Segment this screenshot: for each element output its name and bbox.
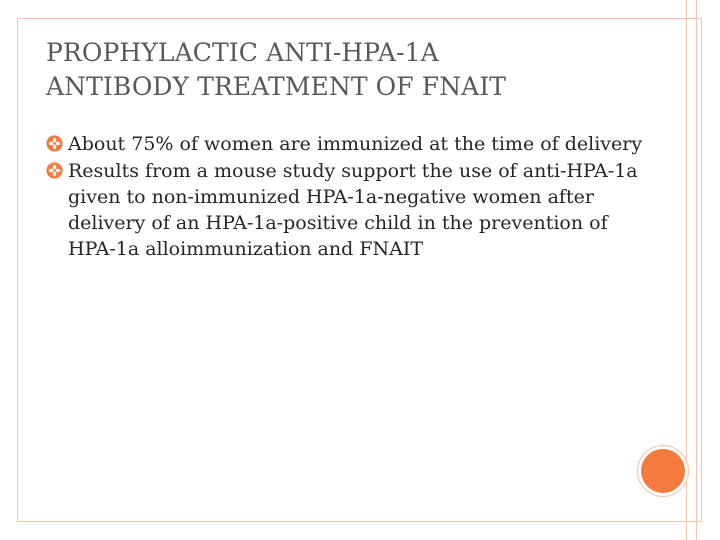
flower-bullet-icon [46,162,63,179]
bullet-list [46,131,646,263]
bullet-item [46,158,646,262]
orange-circle-icon [641,449,685,493]
right-rail-line-inner [686,0,687,540]
right-rail-line [696,0,697,540]
slide-title: PROPHYLACTIC ANTI-HPA-1A ANTIBODY TREATMENT OF FNAIT [46,38,507,101]
bullet-text: About 75% of women are immunized at the time of delivery [68,133,643,155]
bullet-text: Results from a mouse study support the use of anti-HPA-1a given to non-immunized HPA-1a-negative women after delivery of an HPA-1a-positive child in the prevention of HPA-1a alloimmunization and FNAIT [68,160,638,260]
bullet-item [46,131,646,157]
flower-bullet-icon [46,135,63,152]
